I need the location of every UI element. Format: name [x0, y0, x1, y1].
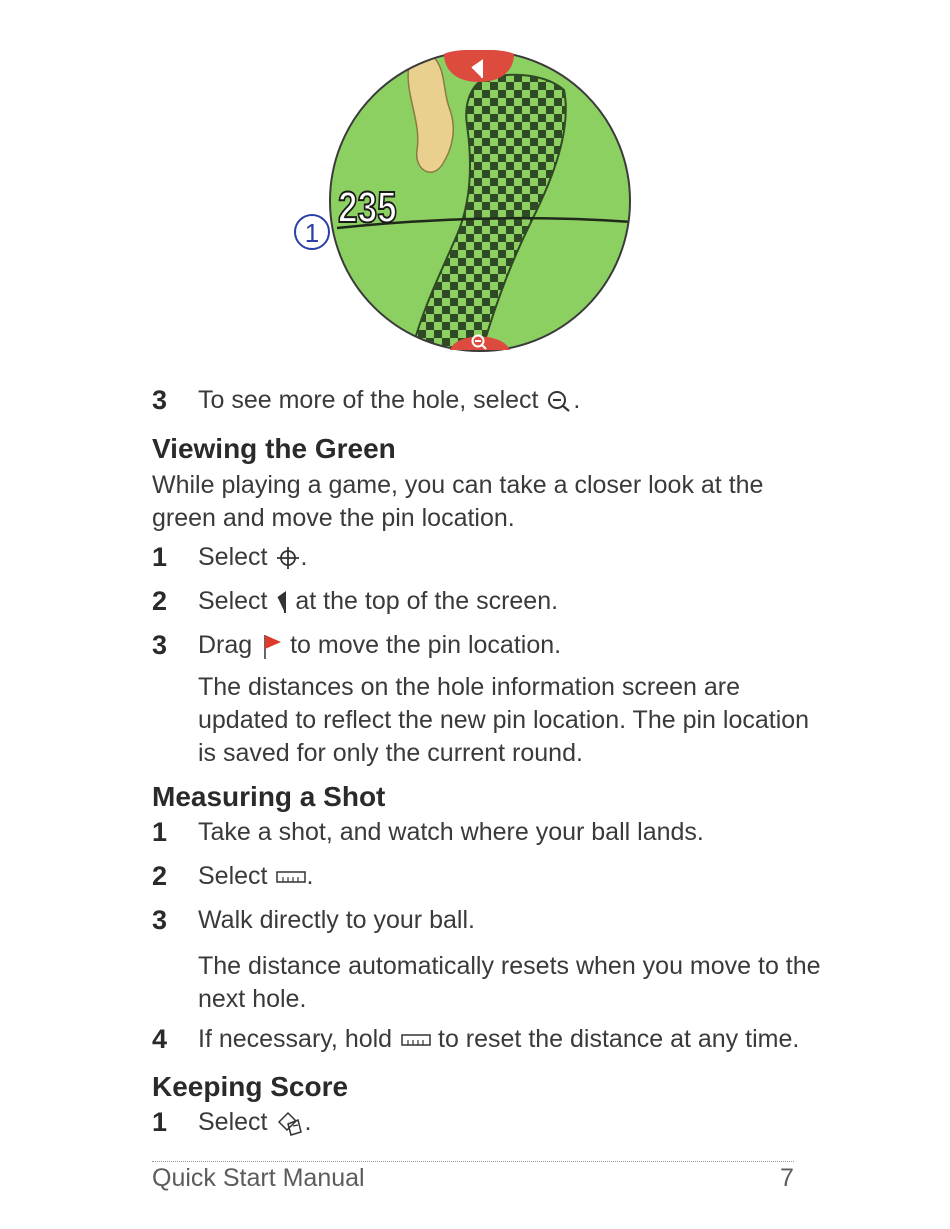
- step-text-after: at the top of the screen.: [295, 587, 559, 615]
- step-text: [198, 585, 558, 618]
- intro-line-2: green and move the pin location.: [152, 504, 515, 532]
- step-text-after: .: [300, 543, 308, 571]
- step-text-after: .: [304, 1108, 312, 1136]
- step-text: [198, 384, 580, 417]
- step-number: 1: [152, 1107, 168, 1137]
- step-text: [198, 1106, 311, 1139]
- ruler-icon: [276, 870, 306, 884]
- step-number: 2: [152, 861, 168, 891]
- crosshair-icon: [276, 546, 300, 570]
- shot-note-line-1: The distance automatically resets when you move to the: [198, 952, 821, 980]
- note-line-1: The distances on the hole information screen are: [198, 673, 740, 701]
- step-text-before: Select: [198, 1108, 268, 1136]
- footer-rule: [152, 1161, 794, 1162]
- step-number: 3: [152, 905, 168, 935]
- distance-label: 235: [338, 183, 397, 232]
- heading-keeping-score: Keeping Score: [152, 1071, 349, 1102]
- callout-number: 1: [304, 218, 320, 248]
- step-text-before: Select: [198, 587, 268, 615]
- step-text: Take a shot, and watch where your ball lands.: [198, 818, 704, 846]
- step-text-before: To see more of the hole, select: [198, 386, 539, 414]
- zoom-out-icon: [547, 389, 573, 413]
- step-number: 4: [152, 1024, 168, 1054]
- watch-map-figure: [282, 50, 642, 360]
- step-number: 1: [152, 817, 168, 847]
- note-line-2: updated to reflect the new pin location. The pin location: [198, 706, 810, 734]
- step-number: 1: [152, 542, 168, 572]
- step-text-before: If necessary, hold: [198, 1025, 393, 1053]
- heading-viewing-green: Viewing the Green: [152, 433, 396, 464]
- step-text: Walk directly to your ball.: [198, 906, 475, 934]
- step-number: 3: [152, 630, 168, 660]
- shot-note-line-2: next hole.: [198, 985, 307, 1013]
- step-text-before: Select: [198, 543, 268, 571]
- step-text-before: Drag: [198, 631, 253, 659]
- step-text-after: .: [573, 386, 581, 414]
- step-text: [198, 860, 313, 893]
- pin-marker-icon: [276, 589, 288, 615]
- footer-page-number: 7: [780, 1164, 794, 1192]
- step-text-after: to move the pin location.: [290, 631, 562, 659]
- step-text-before: Select: [198, 862, 268, 890]
- step-text: [198, 541, 307, 574]
- step-text-after: to reset the distance at any time.: [438, 1025, 800, 1053]
- step-number: 3: [152, 385, 168, 415]
- step-text: [198, 1023, 799, 1056]
- step-text: [198, 629, 561, 662]
- scorecard-icon: [276, 1110, 304, 1136]
- intro-line-1: While playing a game, you can take a closer look at the: [152, 471, 764, 499]
- red-flag-icon: [261, 632, 283, 660]
- heading-measuring-shot: Measuring a Shot: [152, 781, 386, 812]
- footer-manual-title: Quick Start Manual: [152, 1164, 365, 1192]
- ruler-icon: [401, 1033, 431, 1047]
- note-line-3: is saved for only the current round.: [198, 739, 583, 767]
- step-text-after: .: [306, 862, 314, 890]
- step-number: 2: [152, 586, 168, 616]
